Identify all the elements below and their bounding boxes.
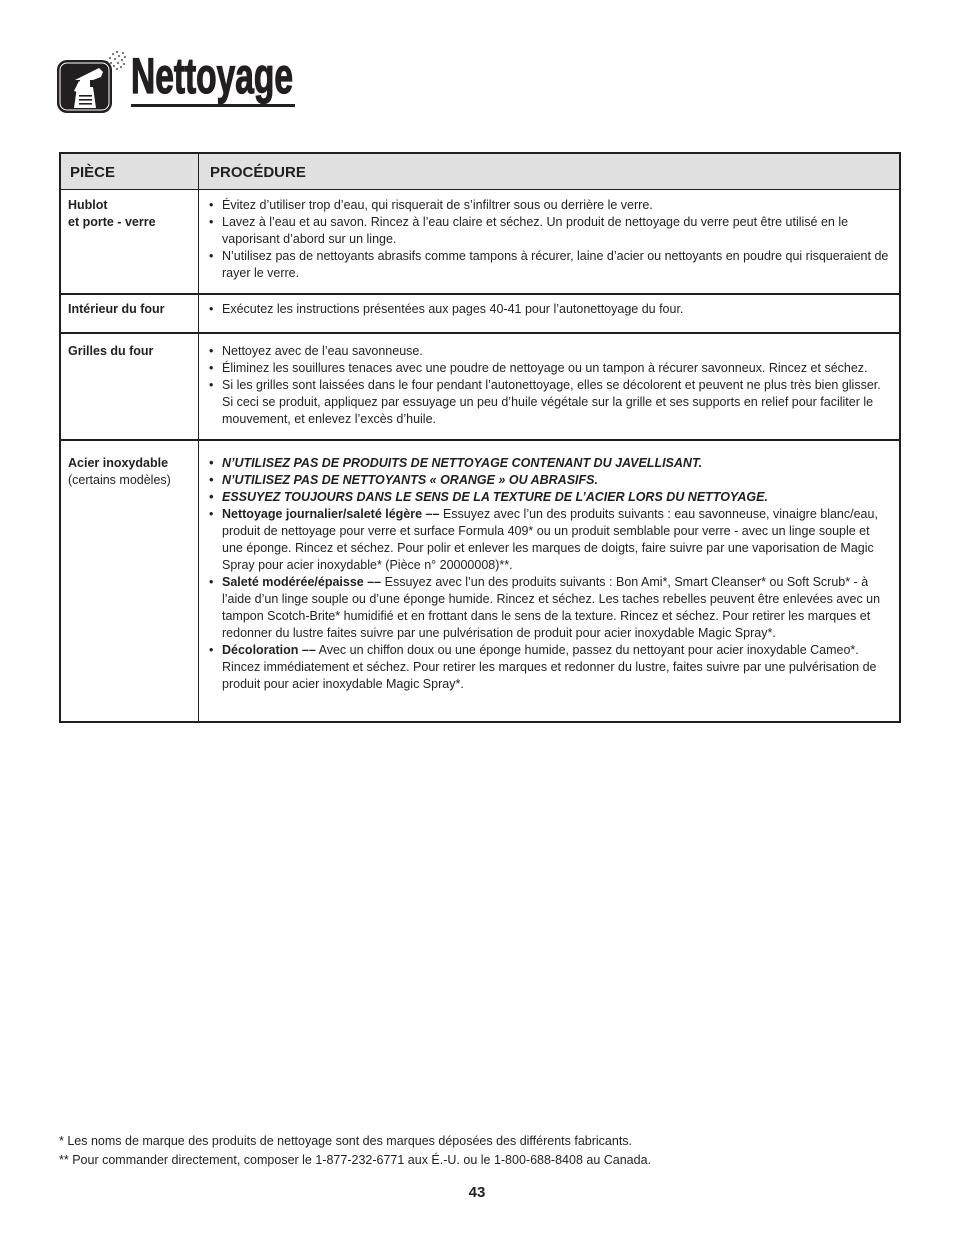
footnote: * Les noms de marque des produits de nettoyage sont des marques déposées des différents fabricants. (59, 1134, 633, 1148)
list-item: • Lavez à l’eau et au savon. Rincez à l’eau claire et séchez. Un produit de nettoyage du verre peut être utilisé en le vaporisant d’abord sur un linge. (209, 214, 890, 248)
footnotes (59, 1132, 651, 1170)
piece-cell (61, 295, 199, 332)
piece-cell (61, 190, 199, 293)
spray-bottle-icon (55, 50, 127, 114)
column-header-procedure: PROCÉDURE (210, 164, 306, 181)
piece-name: Intérieur du four (68, 302, 165, 316)
warning-item: • N’UTILISEZ PAS DE PRODUITS DE NETTOYAGE CONTENANT DU JAVELLISANT. (209, 455, 890, 472)
column-header-piece: PIÈCE (61, 154, 199, 189)
cleaning-table (59, 152, 901, 723)
list-item (209, 506, 890, 574)
list-item: • Éliminez les souillures tenaces avec une poudre de nettoyage ou un tampon à récurer savonneux. Rincez et séchez. (209, 360, 890, 377)
piece-name: et porte - verre (68, 215, 156, 229)
page-title (129, 48, 301, 110)
item-text: Essuyez avec l’un des produits suivants : eau savonneuse, vinaigre blanc/eau, produit de nettoyage pour verre et surface Formula 409* ou un produit semblable pour verre - avec un linge souple et une éponge. Rincez et séchez. Pour polir et enlever les marques de doigts, faire suivre par une vaporisation de Magic Spray pour acier inoxydable* (Pièce n° 20000008)**. (222, 507, 878, 572)
list-item: • Exécutez les instructions présentées aux pages 40-41 pour l’autonettoyage du four. (209, 301, 890, 318)
table-row (61, 293, 899, 332)
footnote: ** Pour commander directement, composer le 1-877-232-6771 aux É.-U. ou le 1-800-688-8408 au Canada. (59, 1153, 652, 1167)
table-row (61, 332, 899, 439)
list-item: • Nettoyez avec de l’eau savonneuse. (209, 343, 890, 360)
piece-name: Grilles du four (68, 344, 154, 358)
page-number: 43 (468, 1184, 486, 1201)
page-title-text: Nettoyage (131, 48, 293, 104)
procedure-cell (199, 190, 899, 293)
item-text: Essuyez avec l’un des produits suivants : Bon Ami*, Smart Cleanser* ou Soft Scrub* - à l’aide d’un linge souple ou d’une éponge humide. Rincez et séchez. Les taches rebelles peuvent être enlevées avec un tampon Scotch-Brite* humidifié et en frottant dans le sens de la texture. Rincez et séchez. Pour retirer les marques et redonner du lustre faites suivre par une pulvérisation de produit pour acier inoxydable Magic Spray*. (222, 575, 881, 640)
item-lead: Saleté modérée/épaisse –– (222, 575, 382, 589)
list-item (209, 642, 890, 693)
item-lead: Décoloration –– (222, 643, 316, 657)
procedure-cell (199, 295, 899, 332)
procedure-cell (199, 334, 899, 439)
title-underline (131, 104, 295, 107)
piece-name: Acier inoxydable (68, 456, 169, 470)
piece-cell (61, 441, 199, 721)
list-item: • Évitez d’utiliser trop d’eau, qui risquerait de s’infiltrer sous ou derrière le verre. (209, 197, 890, 214)
table-header-row (61, 154, 899, 189)
list-item: • Si les grilles sont laissées dans le four pendant l’autonettoyage, elles se décolorent et peuvent ne plus très bien glisser. Si ceci se produit, appliquez par essuyage un peu d’huile végétale sur la grille et ses supports en relief pour faciliter le mouvement, et enlevez l’excès d’huile. (209, 377, 890, 428)
list-item: • N’utilisez pas de nettoyants abrasifs comme tampons à récurer, laine d’acier ou nettoyants en poudre qui risqueraient de rayer le verre. (209, 248, 890, 282)
table-row (61, 189, 899, 293)
item-text: Avec un chiffon doux ou une éponge humide, passez du nettoyant pour acier inoxydable Cameo*. Rincez immédiatement et séchez. Pour retirer les marques et redonner du lustre, faites suivre par une pulvérisation de produit pour acier inoxydable Magic Spray*. (222, 643, 877, 691)
warning-item: • ESSUYEZ TOUJOURS DANS LE SENS DE LA TEXTURE DE L’ACIER LORS DU NETTOYAGE. (209, 489, 890, 506)
warning-item: • N’UTILISEZ PAS DE NETTOYANTS « ORANGE » OU ABRASIFS. (209, 472, 890, 489)
procedure-cell (199, 441, 899, 721)
table-row (61, 439, 899, 721)
piece-note: (certains modèles) (68, 473, 171, 487)
item-lead: Nettoyage journalier/saleté légère –– (222, 507, 440, 521)
list-item (209, 574, 890, 642)
piece-cell (61, 334, 199, 439)
piece-name: Hublot (68, 198, 108, 212)
